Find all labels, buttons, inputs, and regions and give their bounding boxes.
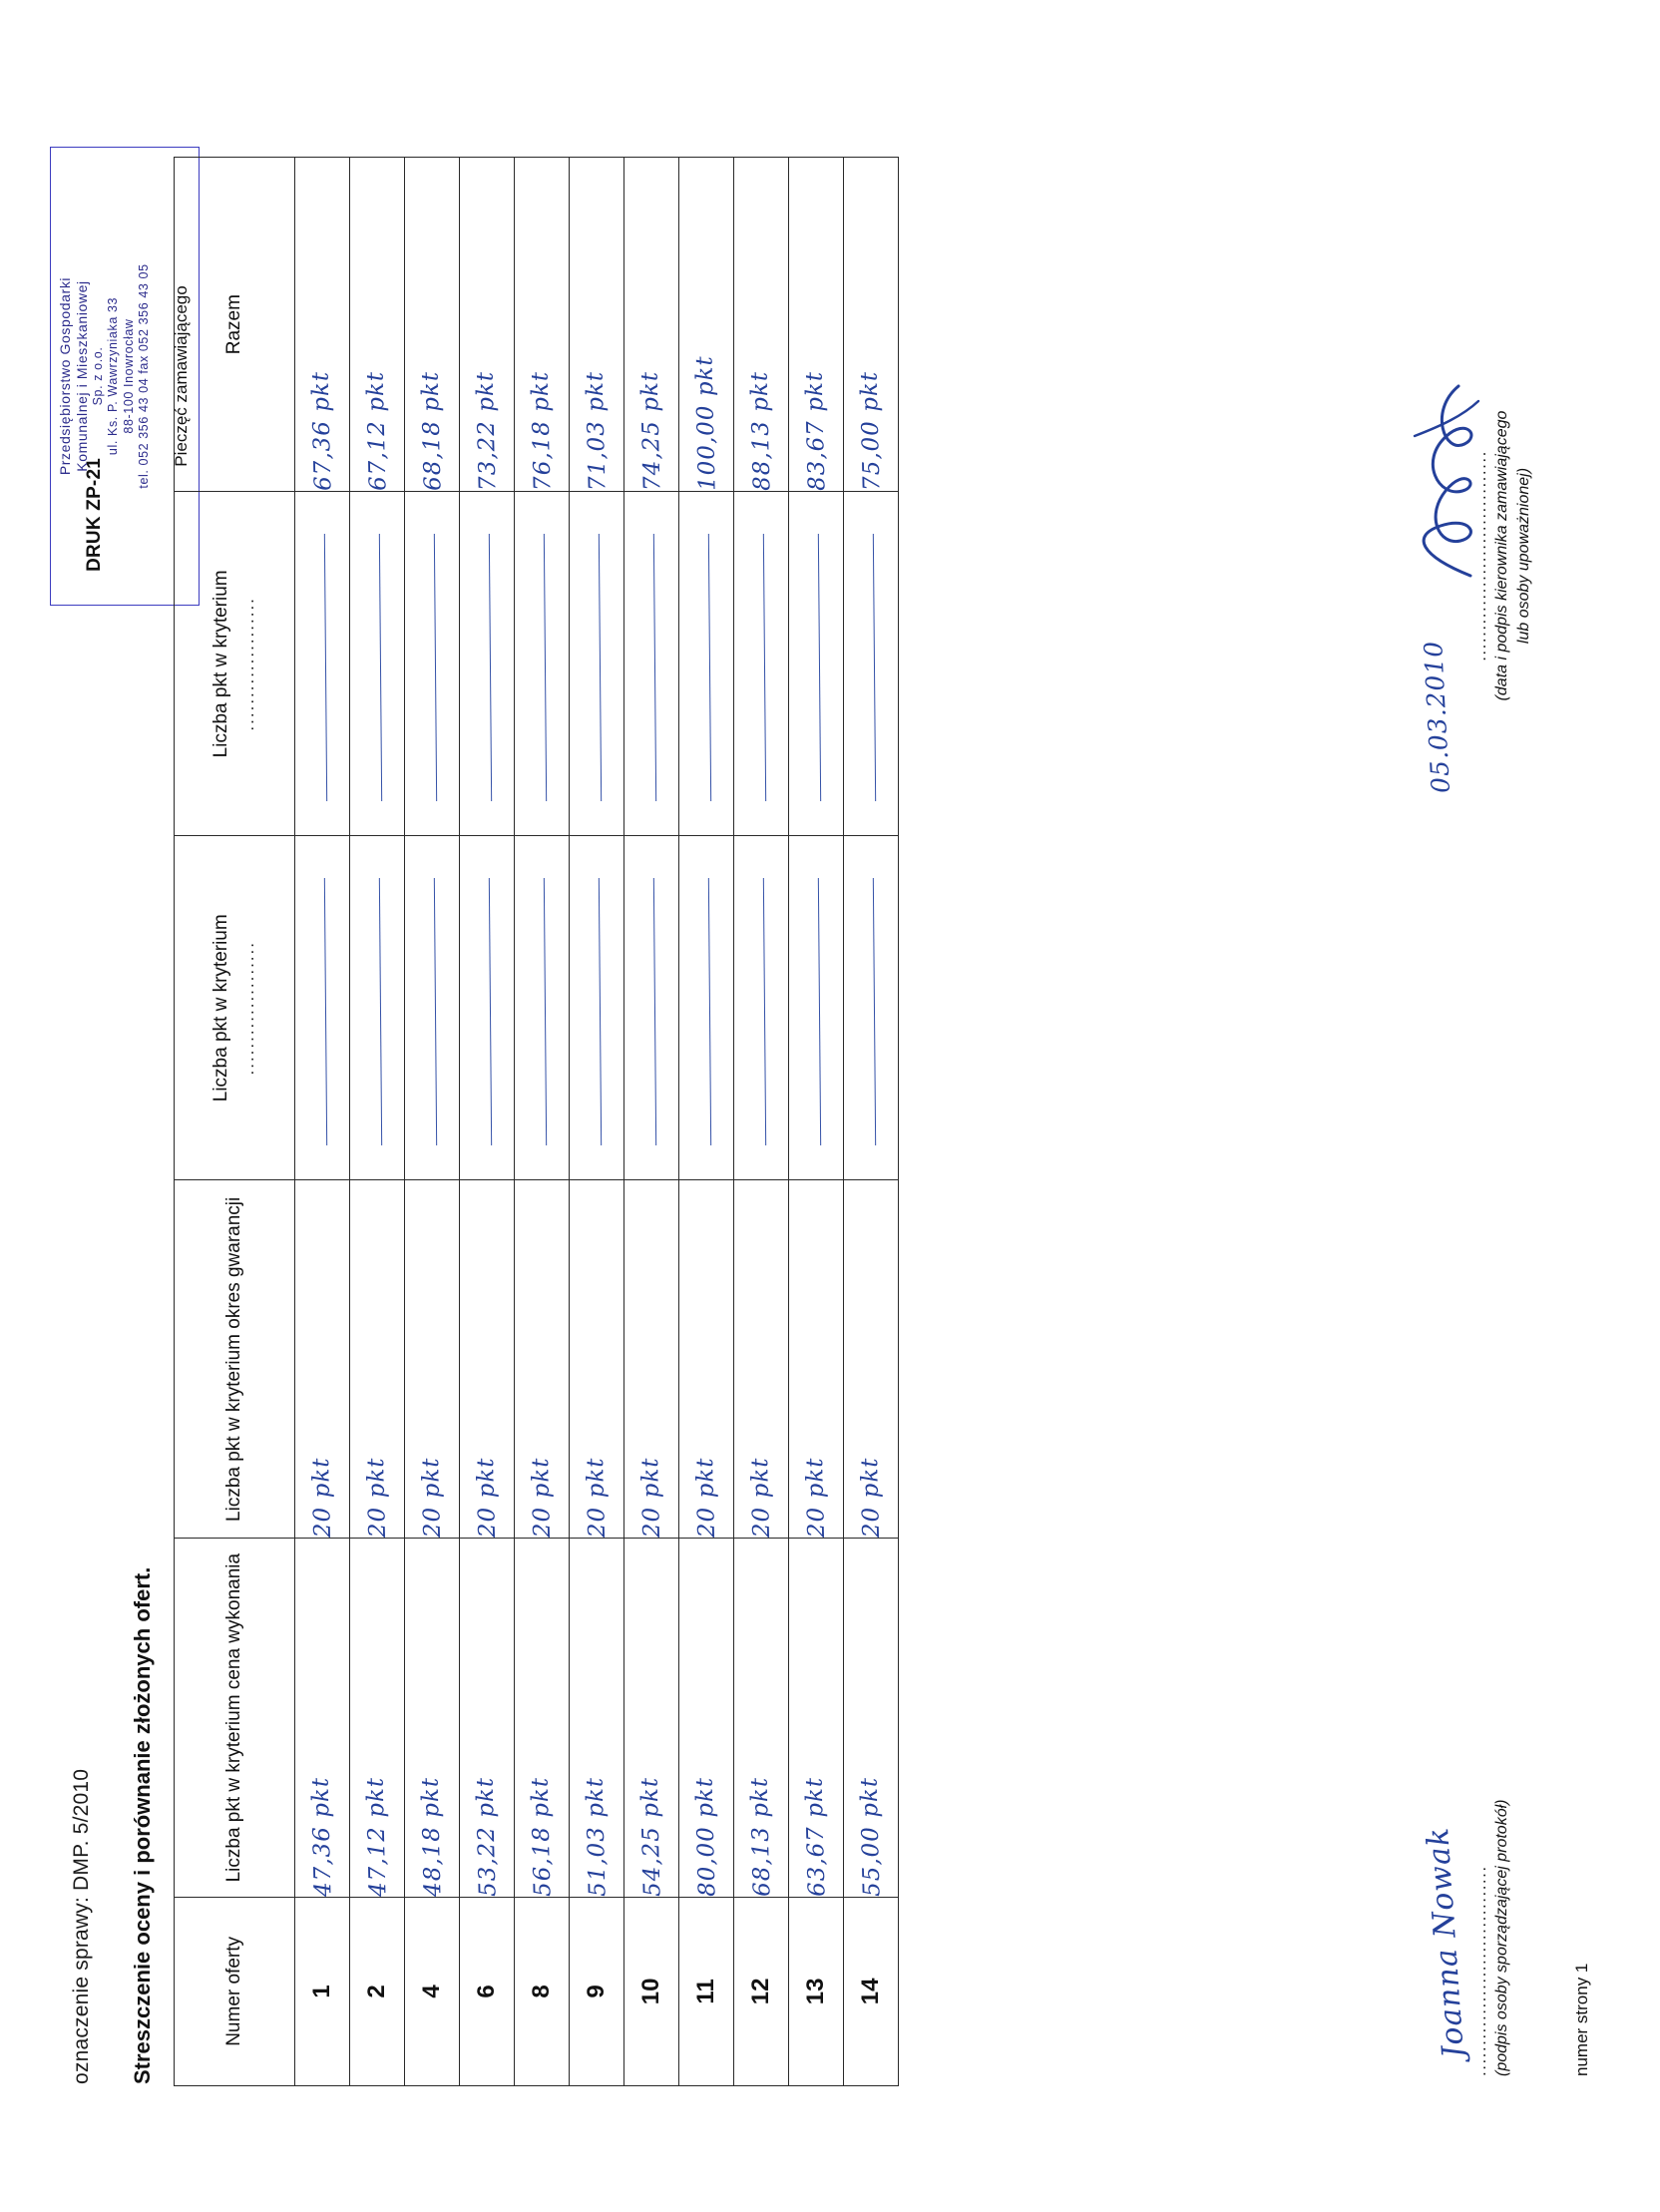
cell-offer-number: 10 [624, 1897, 679, 2085]
cell-warranty-points: 20 pkt [679, 1179, 734, 1538]
column-header-warranty-criterion: Liczba pkt w kryterium okres gwarancji [175, 1179, 295, 1538]
cell-price-points: 63,67 pkt [789, 1539, 844, 1897]
preparer-handwritten-signature: Joanna Nowak [1420, 1825, 1472, 2059]
cell-price-points: 56,18 pkt [515, 1539, 570, 1897]
cell-criterion-4 [679, 491, 734, 835]
table-row [734, 157, 789, 2085]
cell-total: 73,22 pkt [460, 157, 515, 491]
cell-price-points: 51,03 pkt [570, 1539, 624, 1897]
table-row [789, 157, 844, 2085]
cell-criterion-3 [570, 835, 624, 1179]
cell-criterion-4 [734, 491, 789, 835]
cell-total: 76,18 pkt [515, 157, 570, 491]
cell-criterion-3 [844, 835, 899, 1179]
column-header-total: Razem [175, 157, 295, 491]
cell-price-points: 55,00 pkt [844, 1539, 899, 1897]
cell-total: 68,18 pkt [405, 157, 460, 491]
column-header-criterion-4 [175, 491, 295, 835]
cell-criterion-4 [844, 491, 899, 835]
cell-offer-number: 12 [734, 1897, 789, 2085]
table-row [295, 157, 350, 2085]
cell-warranty-points: 20 pkt [460, 1179, 515, 1538]
cell-warranty-points: 20 pkt [515, 1179, 570, 1538]
preparer-signature-block [1420, 1538, 1512, 2076]
cell-criterion-3 [679, 835, 734, 1179]
cell-warranty-points: 20 pkt [405, 1179, 460, 1538]
authority-handwritten-signature [1401, 356, 1486, 586]
cell-price-points: 48,18 pkt [405, 1539, 460, 1897]
cell-warranty-points: 20 pkt [295, 1179, 350, 1538]
table-row [405, 157, 460, 2085]
cell-criterion-4 [789, 491, 844, 835]
cell-criterion-4 [624, 491, 679, 835]
cell-warranty-points: 20 pkt [734, 1179, 789, 1538]
column-header-criterion-3-dots: .................... [238, 940, 258, 1075]
column-header-offer-number: Numer oferty [175, 1897, 295, 2085]
cell-criterion-4 [405, 491, 460, 835]
column-header-criterion-4-label: Liczba pkt w kryterium [209, 569, 231, 757]
cell-criterion-3 [405, 835, 460, 1179]
stamp-caption: Pieczęć zamawiającego [172, 284, 191, 467]
cell-total: 67,12 pkt [350, 157, 405, 491]
column-header-criterion-3-label: Liczba pkt w kryterium [209, 913, 231, 1102]
cell-offer-number: 4 [405, 1897, 460, 2085]
cell-warranty-points: 20 pkt [789, 1179, 844, 1538]
stamp-line-1: Przedsiębiorstwo Gospodarki [57, 276, 73, 475]
table-row [350, 157, 405, 2085]
scanned-page [22, 29, 1638, 2184]
cell-price-points: 68,13 pkt [734, 1539, 789, 1897]
table-row [844, 157, 899, 2085]
cell-offer-number: 2 [350, 1897, 405, 2085]
stamp-line-6: tel. 052 356 43 04 fax 052 356 43 05 [136, 262, 151, 489]
authority-handwritten-date: 05.03.2010 [1419, 639, 1455, 794]
cell-criterion-4 [350, 491, 405, 835]
authority-signature-caption-line2: lub osoby upoważnionej) [1515, 467, 1533, 644]
cell-criterion-3 [295, 835, 350, 1179]
cell-criterion-4 [295, 491, 350, 835]
cell-criterion-4 [515, 491, 570, 835]
cell-offer-number: 6 [460, 1897, 515, 2085]
cell-criterion-3 [624, 835, 679, 1179]
table-body [295, 157, 899, 2085]
offers-evaluation-table-wrapper [174, 157, 899, 2086]
cell-warranty-points: 20 pkt [570, 1179, 624, 1538]
cell-offer-number: 8 [515, 1897, 570, 2085]
page-number: numer strony 1 [1572, 1963, 1591, 2076]
cell-total: 88,13 pkt [734, 157, 789, 491]
authority-signature-block [1419, 276, 1535, 835]
document-sheet [22, 29, 1638, 2184]
cell-offer-number: 11 [679, 1897, 734, 2085]
stamp-line-4: ul. Ks. P. Wawrzyniaka 33 [106, 296, 121, 455]
table-row [570, 157, 624, 2085]
cell-criterion-4 [460, 491, 515, 835]
cell-total: 75,00 pkt [844, 157, 899, 491]
cell-price-points: 80,00 pkt [679, 1539, 734, 1897]
cell-offer-number: 13 [789, 1897, 844, 2085]
cell-warranty-points: 20 pkt [350, 1179, 405, 1538]
cell-total: 83,67 pkt [789, 157, 844, 491]
case-mark: oznaczenie sprawy: DMP. 5/2010 [70, 1768, 93, 2084]
cell-criterion-3 [460, 835, 515, 1179]
cell-criterion-3 [350, 835, 405, 1179]
column-header-criterion-4-dots: .................... [238, 596, 258, 731]
cell-price-points: 53,22 pkt [460, 1539, 515, 1897]
stamp-line-3: Sp. z o.o. [91, 346, 106, 405]
authority-signature-line: .................................. [1470, 449, 1489, 662]
cell-criterion-3 [515, 835, 570, 1179]
cell-warranty-points: 20 pkt [844, 1179, 899, 1538]
authority-signature-caption-line1: (data i podpis kierownika zamawiającego [1493, 410, 1510, 700]
page-title: Streszczenie oceny i porównanie złożonych ofert. [130, 1566, 155, 2084]
column-header-criterion-3 [175, 835, 295, 1179]
cell-total: 74,25 pkt [624, 157, 679, 491]
cell-criterion-3 [789, 835, 844, 1179]
cell-price-points: 54,25 pkt [624, 1539, 679, 1897]
cell-offer-number: 9 [570, 1897, 624, 2085]
table-row [460, 157, 515, 2085]
cell-price-points: 47,12 pkt [350, 1539, 405, 1897]
table-row [679, 157, 734, 2085]
table-header-row [175, 157, 295, 2085]
cell-total: 71,03 pkt [570, 157, 624, 491]
table-row [624, 157, 679, 2085]
stamp-line-5: 88-100 Inowrocław [121, 317, 136, 434]
cell-total: 67,36 pkt [295, 157, 350, 491]
cell-criterion-4 [570, 491, 624, 835]
preparer-signature-caption: (podpis osoby sporządzającej protokół) [1493, 1799, 1510, 2076]
cell-offer-number: 1 [295, 1897, 350, 2085]
cell-criterion-3 [734, 835, 789, 1179]
form-code-label: DRUK ZP-21 [84, 457, 105, 572]
cell-price-points: 47,36 pkt [295, 1539, 350, 1897]
stamp-line-2: Komunalnej i Mieszkaniowej [74, 279, 91, 472]
cell-total: 100,00 pkt [679, 157, 734, 491]
cell-offer-number: 14 [844, 1897, 899, 2085]
table-row [515, 157, 570, 2085]
cell-warranty-points: 20 pkt [624, 1179, 679, 1538]
preparer-signature-line: .................................. [1470, 1864, 1489, 2076]
offers-evaluation-table [174, 157, 899, 2086]
column-header-price-criterion: Liczba pkt w kryterium cena wykonania [175, 1539, 295, 1897]
